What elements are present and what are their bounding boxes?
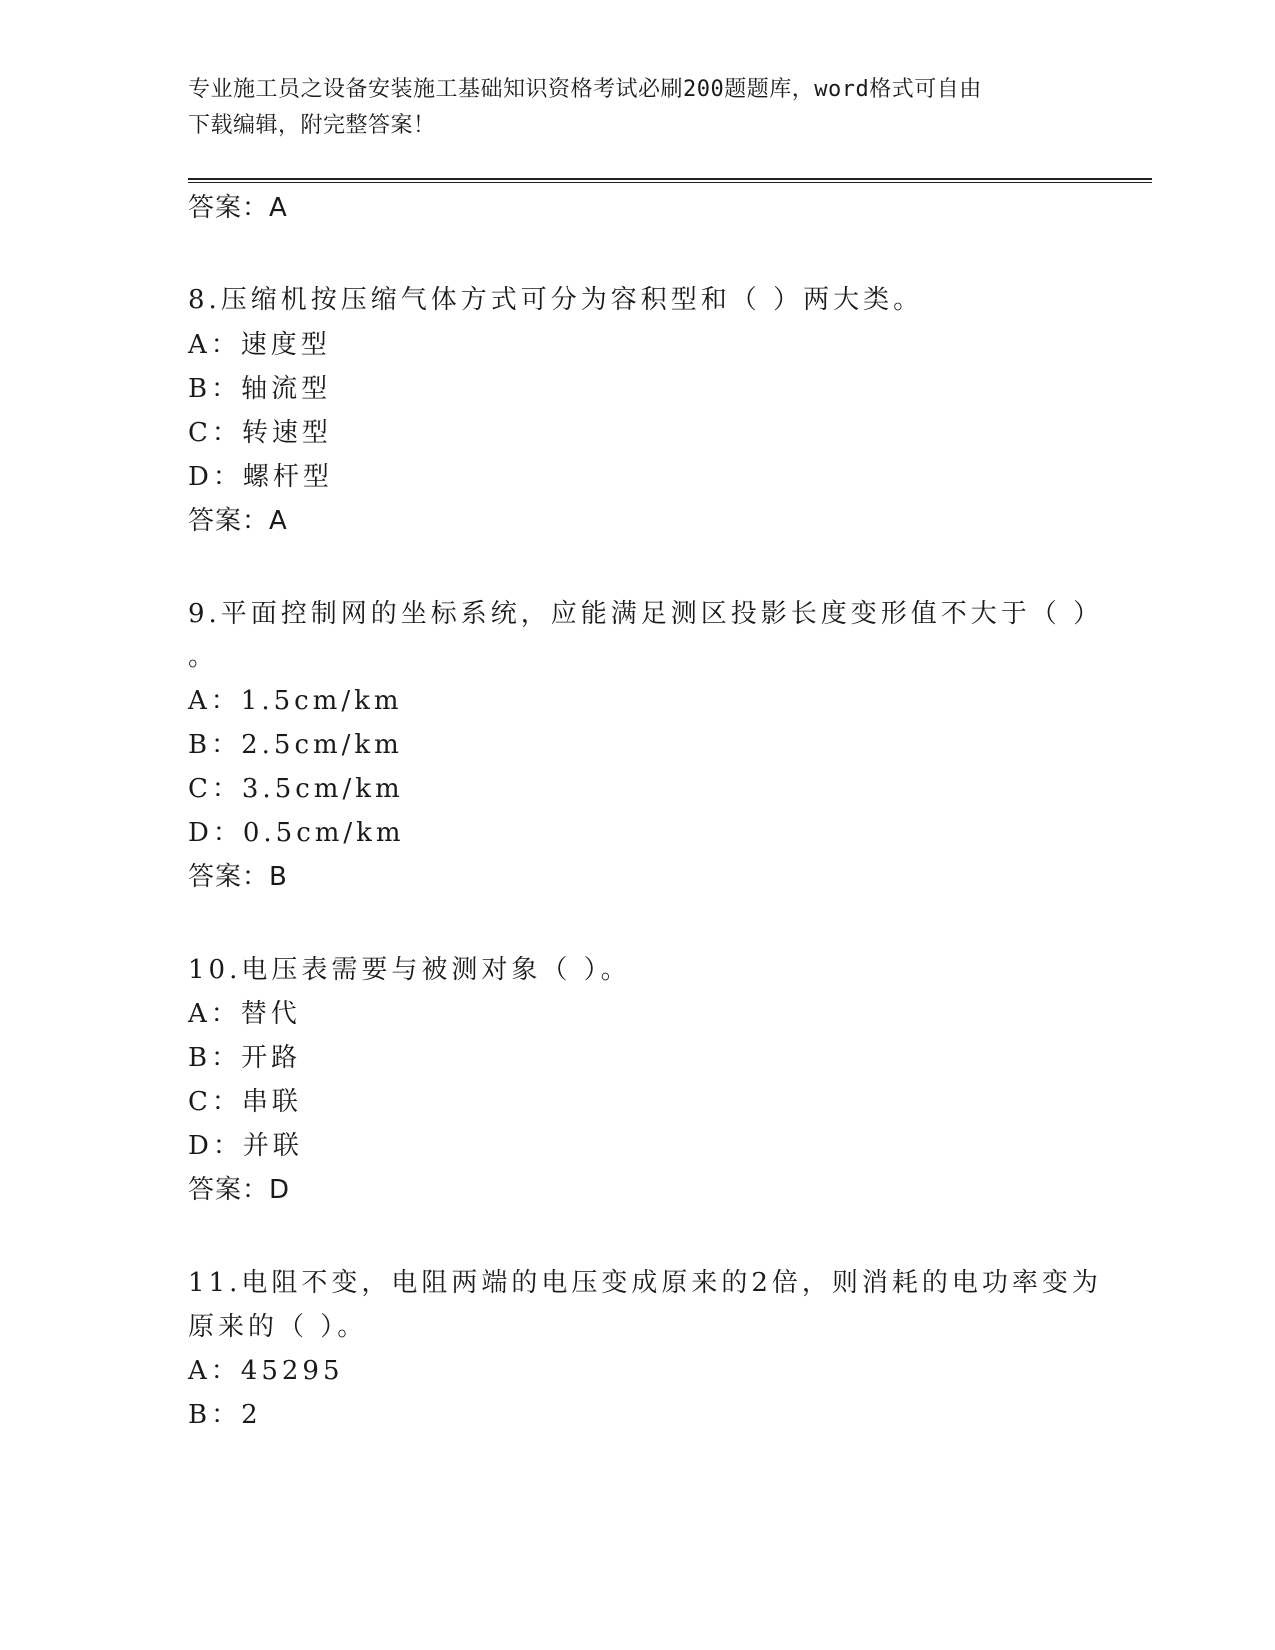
question-9-stem-continued: 。 xyxy=(188,642,219,672)
question-11-stem: 11.电阻不变，电阻两端的电压变成原来的2倍，则消耗的电功率变为 xyxy=(188,1268,1102,1298)
question-8-option-c: C：转速型 xyxy=(188,418,332,448)
question-9-option-b: B：2.5cm/km xyxy=(188,730,403,760)
question-9-option-a: A：1.5cm/km xyxy=(188,686,403,716)
question-8-option-a: A：速度型 xyxy=(188,330,331,360)
question-9-stem: 9.平面控制网的坐标系统，应能满足测区投影长度变形值不大于（ ） xyxy=(188,599,1104,629)
question-8-option-b: B：轴流型 xyxy=(188,374,332,404)
previous-answer: 答案：A xyxy=(188,193,288,223)
question-9-option-d: D：0.5cm/km xyxy=(188,818,405,848)
question-10-option-a: A：替代 xyxy=(188,999,301,1029)
question-10-option-d: D：并联 xyxy=(188,1131,303,1161)
question-10-stem: 10.电压表需要与被测对象（ ）。 xyxy=(188,955,631,985)
question-8-option-d: D：螺杆型 xyxy=(188,462,333,492)
question-9-option-c: C：3.5cm/km xyxy=(188,774,404,804)
question-10-option-c: C：串联 xyxy=(188,1087,302,1117)
question-8-answer: 答案：A xyxy=(188,506,288,536)
question-11-option-a: A：45295 xyxy=(188,1356,344,1386)
question-11-option-b: B：2 xyxy=(188,1400,262,1430)
question-9-answer: 答案：B xyxy=(188,862,288,892)
question-8-stem: 8.压缩机按压缩气体方式可分为容积型和（ ）两大类。 xyxy=(188,285,924,315)
question-10-option-b: B：开路 xyxy=(188,1043,302,1073)
document-header xyxy=(188,72,1068,144)
header-line-1: 专业施工员之设备安装施工基础知识资格考试必刷200题题库，word格式可自由 xyxy=(188,77,982,102)
header-divider-top xyxy=(188,178,1152,180)
header-divider-bottom xyxy=(188,182,1152,183)
header-line-2: 下载编辑，附完整答案！ xyxy=(188,113,436,138)
question-10-answer: 答案：D xyxy=(188,1175,291,1205)
question-11-stem-continued: 原来的（ ）。 xyxy=(188,1312,368,1342)
